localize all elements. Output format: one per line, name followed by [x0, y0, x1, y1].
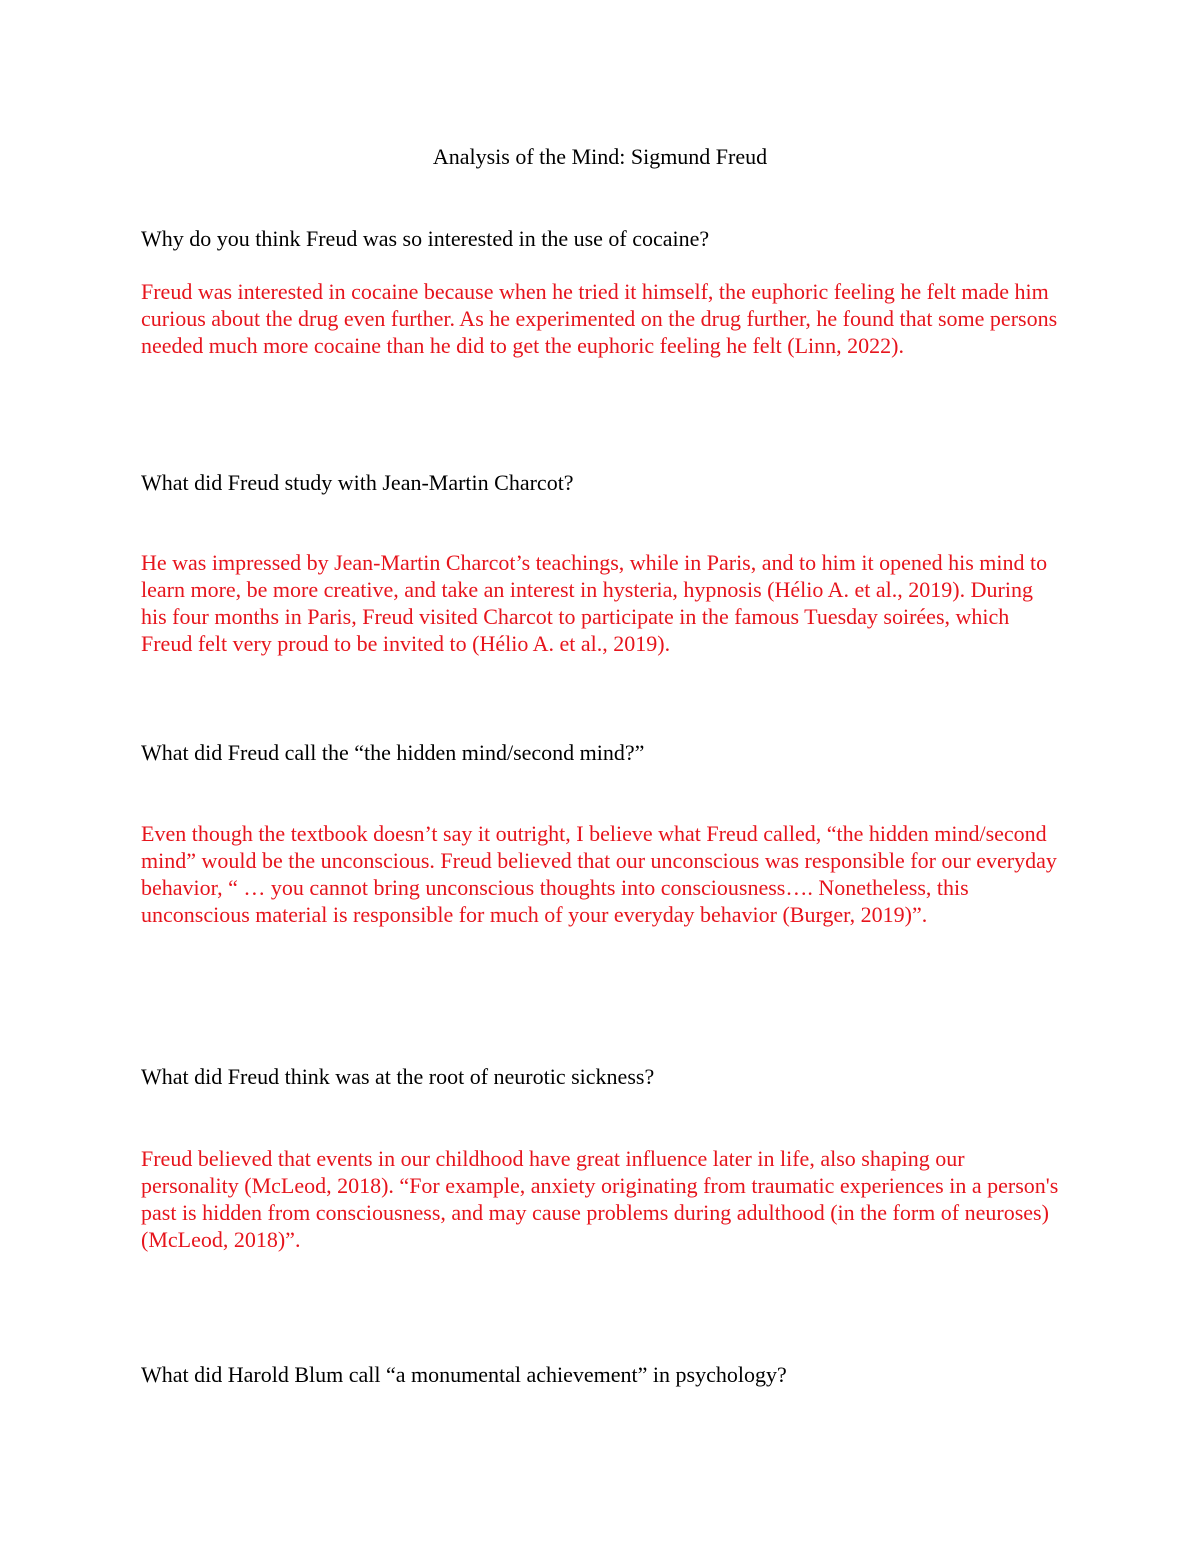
question-5: What did Harold Blum call “a monumental achievement” in psychology? [141, 1362, 787, 1387]
question-1: Why do you think Freud was so interested in the use of cocaine? [141, 226, 710, 251]
question-2: What did Freud study with Jean-Martin Charcot? [141, 470, 574, 495]
question-3: What did Freud call the “the hidden mind/second mind?” [141, 740, 645, 765]
answer-4: Freud believed that events in our childhood have great influence later in life, also shaping our personality (McLeod, 2018). “For example, anxiety originating from traumatic experiences in a person's past is hidden from consciousness, and may cause problems during adulthood (in the form of neuroses) (McLeod, 2018)”. [141, 1146, 1059, 1252]
document-title: Analysis of the Mind: Sigmund Freud [432, 144, 768, 169]
answer-3: Even though the textbook doesn’t say it outright, I believe what Freud called, “the hidden mind/second mind” would be the unconscious. Freud believed that our unconscious was responsible for our everyday behavior, “ … you cannot bring unconscious thoughts into consciousness…. Nonetheless, this unconscious material is responsible for much of your everyday behavior (Burger, 2019)”. [141, 821, 1057, 927]
answer-1: Freud was interested in cocaine because when he tried it himself, the euphoric feeling he felt made him curious about the drug even further. As he experimented on the drug further, he found that some persons needed much more cocaine than he did to get the euphoric feeling he felt (Linn, 2022). [141, 279, 1058, 358]
question-4: What did Freud think was at the root of neurotic sickness? [141, 1064, 655, 1089]
answer-2: He was impressed by Jean-Martin Charcot’s teachings, while in Paris, and to him it opened his mind to learn more, be more creative, and take an interest in hysteria, hypnosis (Hélio A. et al., 2019). During his four months in Paris, Freud visited Charcot to participate in the famous Tuesday soirées, which Freud felt very proud to be invited to (Hélio A. et al., 2019). [141, 550, 1048, 656]
